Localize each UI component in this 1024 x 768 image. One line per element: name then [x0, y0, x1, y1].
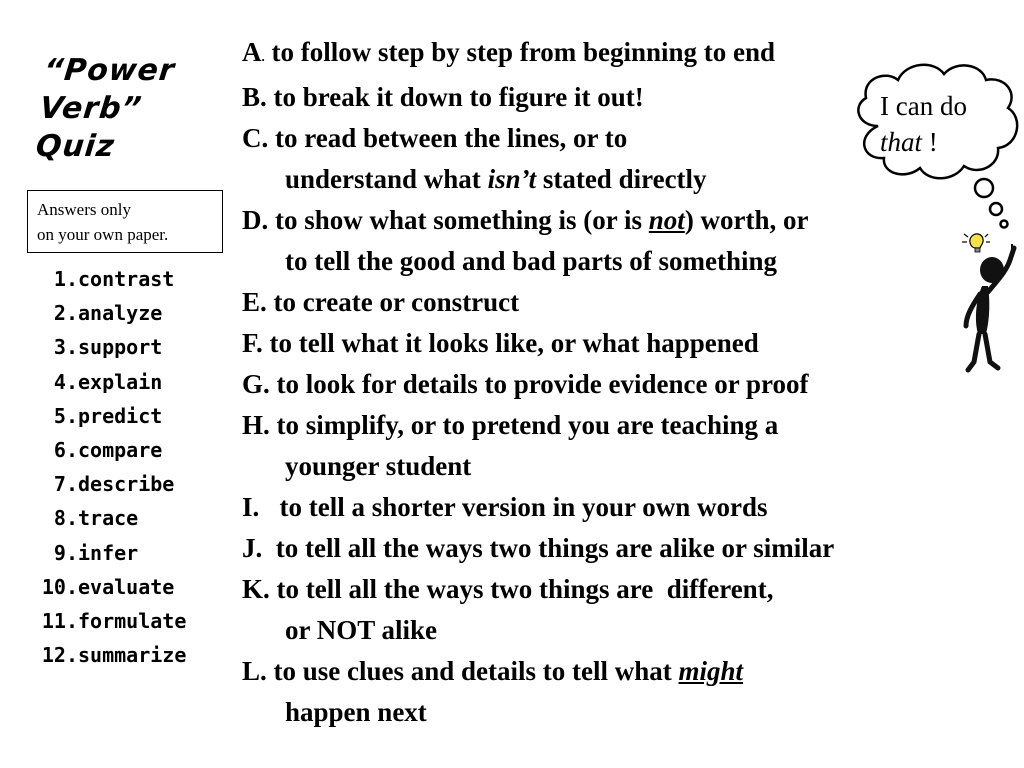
emphasis-text: isn’t — [487, 164, 537, 194]
verb-word: infer — [78, 540, 139, 565]
definition-k — [242, 569, 834, 651]
verb-item — [36, 330, 186, 364]
definition-text: D. to show what something is (or is — [242, 205, 649, 235]
definition-text: ) worth, or — [684, 205, 809, 235]
definition-f: F. to tell what it looks like, or what happened — [242, 328, 759, 358]
verb-word: describe — [78, 472, 175, 497]
underlined-text: not — [648, 205, 685, 235]
verb-word: compare — [78, 438, 163, 463]
verb-item — [36, 604, 186, 638]
definition-line-1: C. to read between the lines, or to — [242, 123, 628, 153]
note-line-1: Answers only — [37, 200, 131, 219]
definition-i: I. to tell a shorter version in your own words — [242, 492, 768, 522]
definition-text: L. to use clues and details to tell what — [242, 656, 679, 686]
verb-number: 3. — [53, 335, 78, 360]
definition-text: to follow step by step from beginning to end — [264, 37, 776, 67]
thought-bubble-text — [880, 88, 967, 160]
verb-item — [36, 467, 186, 501]
verb-word: explain — [78, 369, 163, 394]
title-line-2: Verb” — [38, 91, 144, 126]
verb-word: predict — [78, 403, 163, 428]
verb-word: formulate — [78, 608, 187, 633]
definition-l — [242, 651, 834, 733]
definition-e: E. to create or construct — [242, 287, 520, 317]
definition-line-1: H. to simplify, or to pretend you are teaching a — [242, 410, 779, 440]
verb-number: 7. — [53, 472, 78, 497]
verb-number: 4. — [53, 369, 78, 394]
lightbulb-icon — [962, 234, 990, 252]
definition-line-2: to tell the good and bad parts of something — [285, 246, 778, 276]
definition-j: J. to tell all the ways two things are alike or similar — [242, 533, 835, 563]
verb-word: analyze — [78, 301, 163, 326]
verb-word: evaluate — [78, 574, 175, 599]
definition-line-1 — [242, 656, 743, 686]
bubble-line-1: I can do — [880, 91, 967, 121]
verb-item — [36, 433, 186, 467]
definition-g: G. to look for details to provide evidence or proof — [242, 369, 809, 399]
verb-word: trace — [78, 506, 139, 531]
stick-figure-with-lightbulb-icon — [952, 230, 1018, 380]
note-line-2: on your own paper. — [37, 225, 169, 244]
definition-letter: A — [242, 37, 262, 67]
verb-word: summarize — [78, 643, 187, 668]
definition-line-2: or NOT alike — [285, 615, 438, 645]
verb-item — [36, 570, 186, 604]
verb-item — [36, 638, 186, 672]
title-line-1: “Power — [42, 53, 177, 88]
bubble-suffix: ! — [922, 127, 938, 157]
title-line-3: Quiz — [34, 129, 117, 164]
verb-number: 6. — [53, 438, 78, 463]
verb-number: 9. — [53, 540, 78, 565]
verb-number: 1. — [53, 267, 78, 292]
definition-line-2 — [242, 159, 834, 200]
verb-item — [36, 501, 186, 535]
verb-item — [36, 365, 186, 399]
answers-note-box — [27, 190, 223, 253]
verb-number: 5. — [53, 403, 78, 428]
definition-dot: . — [261, 49, 265, 64]
verb-list — [36, 262, 186, 672]
verb-item — [36, 262, 186, 296]
verb-number: 2. — [53, 301, 78, 326]
bubble-emphasis: that — [880, 127, 923, 157]
definition-line-1 — [242, 205, 809, 235]
verb-number: 8. — [53, 506, 78, 531]
definition-line-2: happen next — [285, 697, 427, 727]
definition-b: B. to break it down to figure it out! — [242, 82, 644, 112]
verb-number: 11. — [41, 608, 78, 633]
verb-word: contrast — [78, 267, 175, 292]
definition-h — [242, 405, 834, 487]
verb-item — [36, 399, 186, 433]
underlined-text: might — [678, 656, 744, 686]
definition-line-2: younger student — [285, 451, 472, 481]
verb-number: 10. — [41, 574, 78, 599]
verb-item — [36, 536, 186, 570]
verb-item — [36, 296, 186, 330]
bubble-line-2 — [880, 124, 967, 160]
verb-number: 12. — [41, 643, 78, 668]
definition-line-1: K. to tell all the ways two things are different, — [242, 574, 774, 604]
verb-word: support — [78, 335, 163, 360]
definition-list — [242, 32, 834, 733]
definition-a — [242, 32, 834, 77]
definition-text: stated directly — [536, 164, 707, 194]
definition-d — [242, 200, 834, 282]
definition-c — [242, 118, 834, 200]
quiz-title — [34, 52, 236, 166]
definition-text: understand what — [285, 164, 488, 194]
